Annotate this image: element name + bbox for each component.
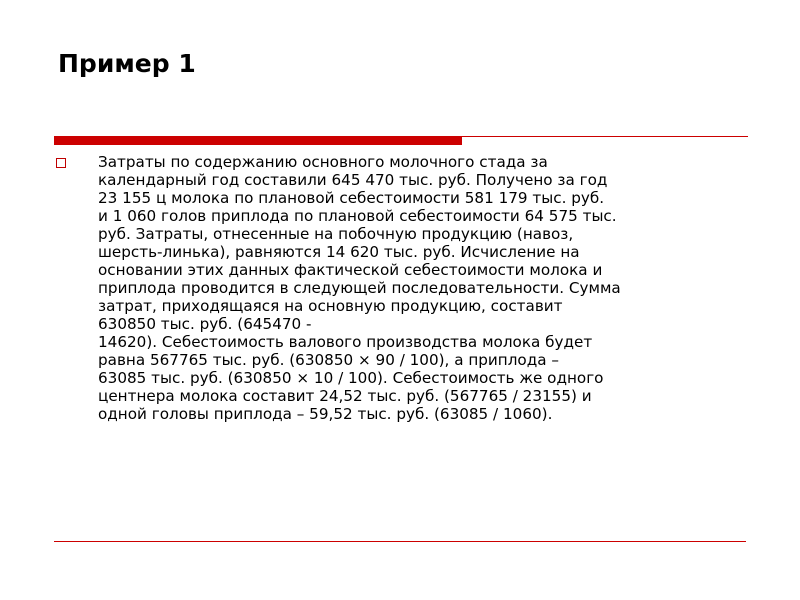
example-text: Затраты по содержанию основного молочного стада за календарный год составили 645 470 тыс. руб. Получено за год 23 155 ц молока по плановой себестоимости 581 179 тыс. руб. и 1 060 голов приплода по плановой себестоимости 64 575 тыс. руб. Затраты, отнесенные на побочную продукцию (навоз, шерсть-линька), равняются 14 620 тыс. руб. Исчисление на основании этих данных фактической себестоимости молока и приплода проводится в следующей последовательности. Сумма затрат, приходящаяся на основную продукцию, составит 630850 тыс. руб. (645470 - 14620). Себестоимость валового производства молока будет равна 567765 тыс. руб. (630850 × 90 / 100), а приплода – 63085 тыс. руб. (630850 × 10 / 100). Себестоимость же одного центнера молока составит 24,52 тыс. руб. (567765 / 23155) и одной головы приплода – 59,52 тыс. руб. (63085 / 1060).	[98, 153, 621, 423]
list-item	[54, 153, 754, 423]
hollow-square-bullet-icon	[56, 158, 66, 168]
content-bullet-list	[54, 153, 754, 423]
slide-title: Пример 1	[58, 49, 196, 78]
title-divider-accent	[54, 136, 462, 145]
footer-divider	[54, 541, 746, 542]
